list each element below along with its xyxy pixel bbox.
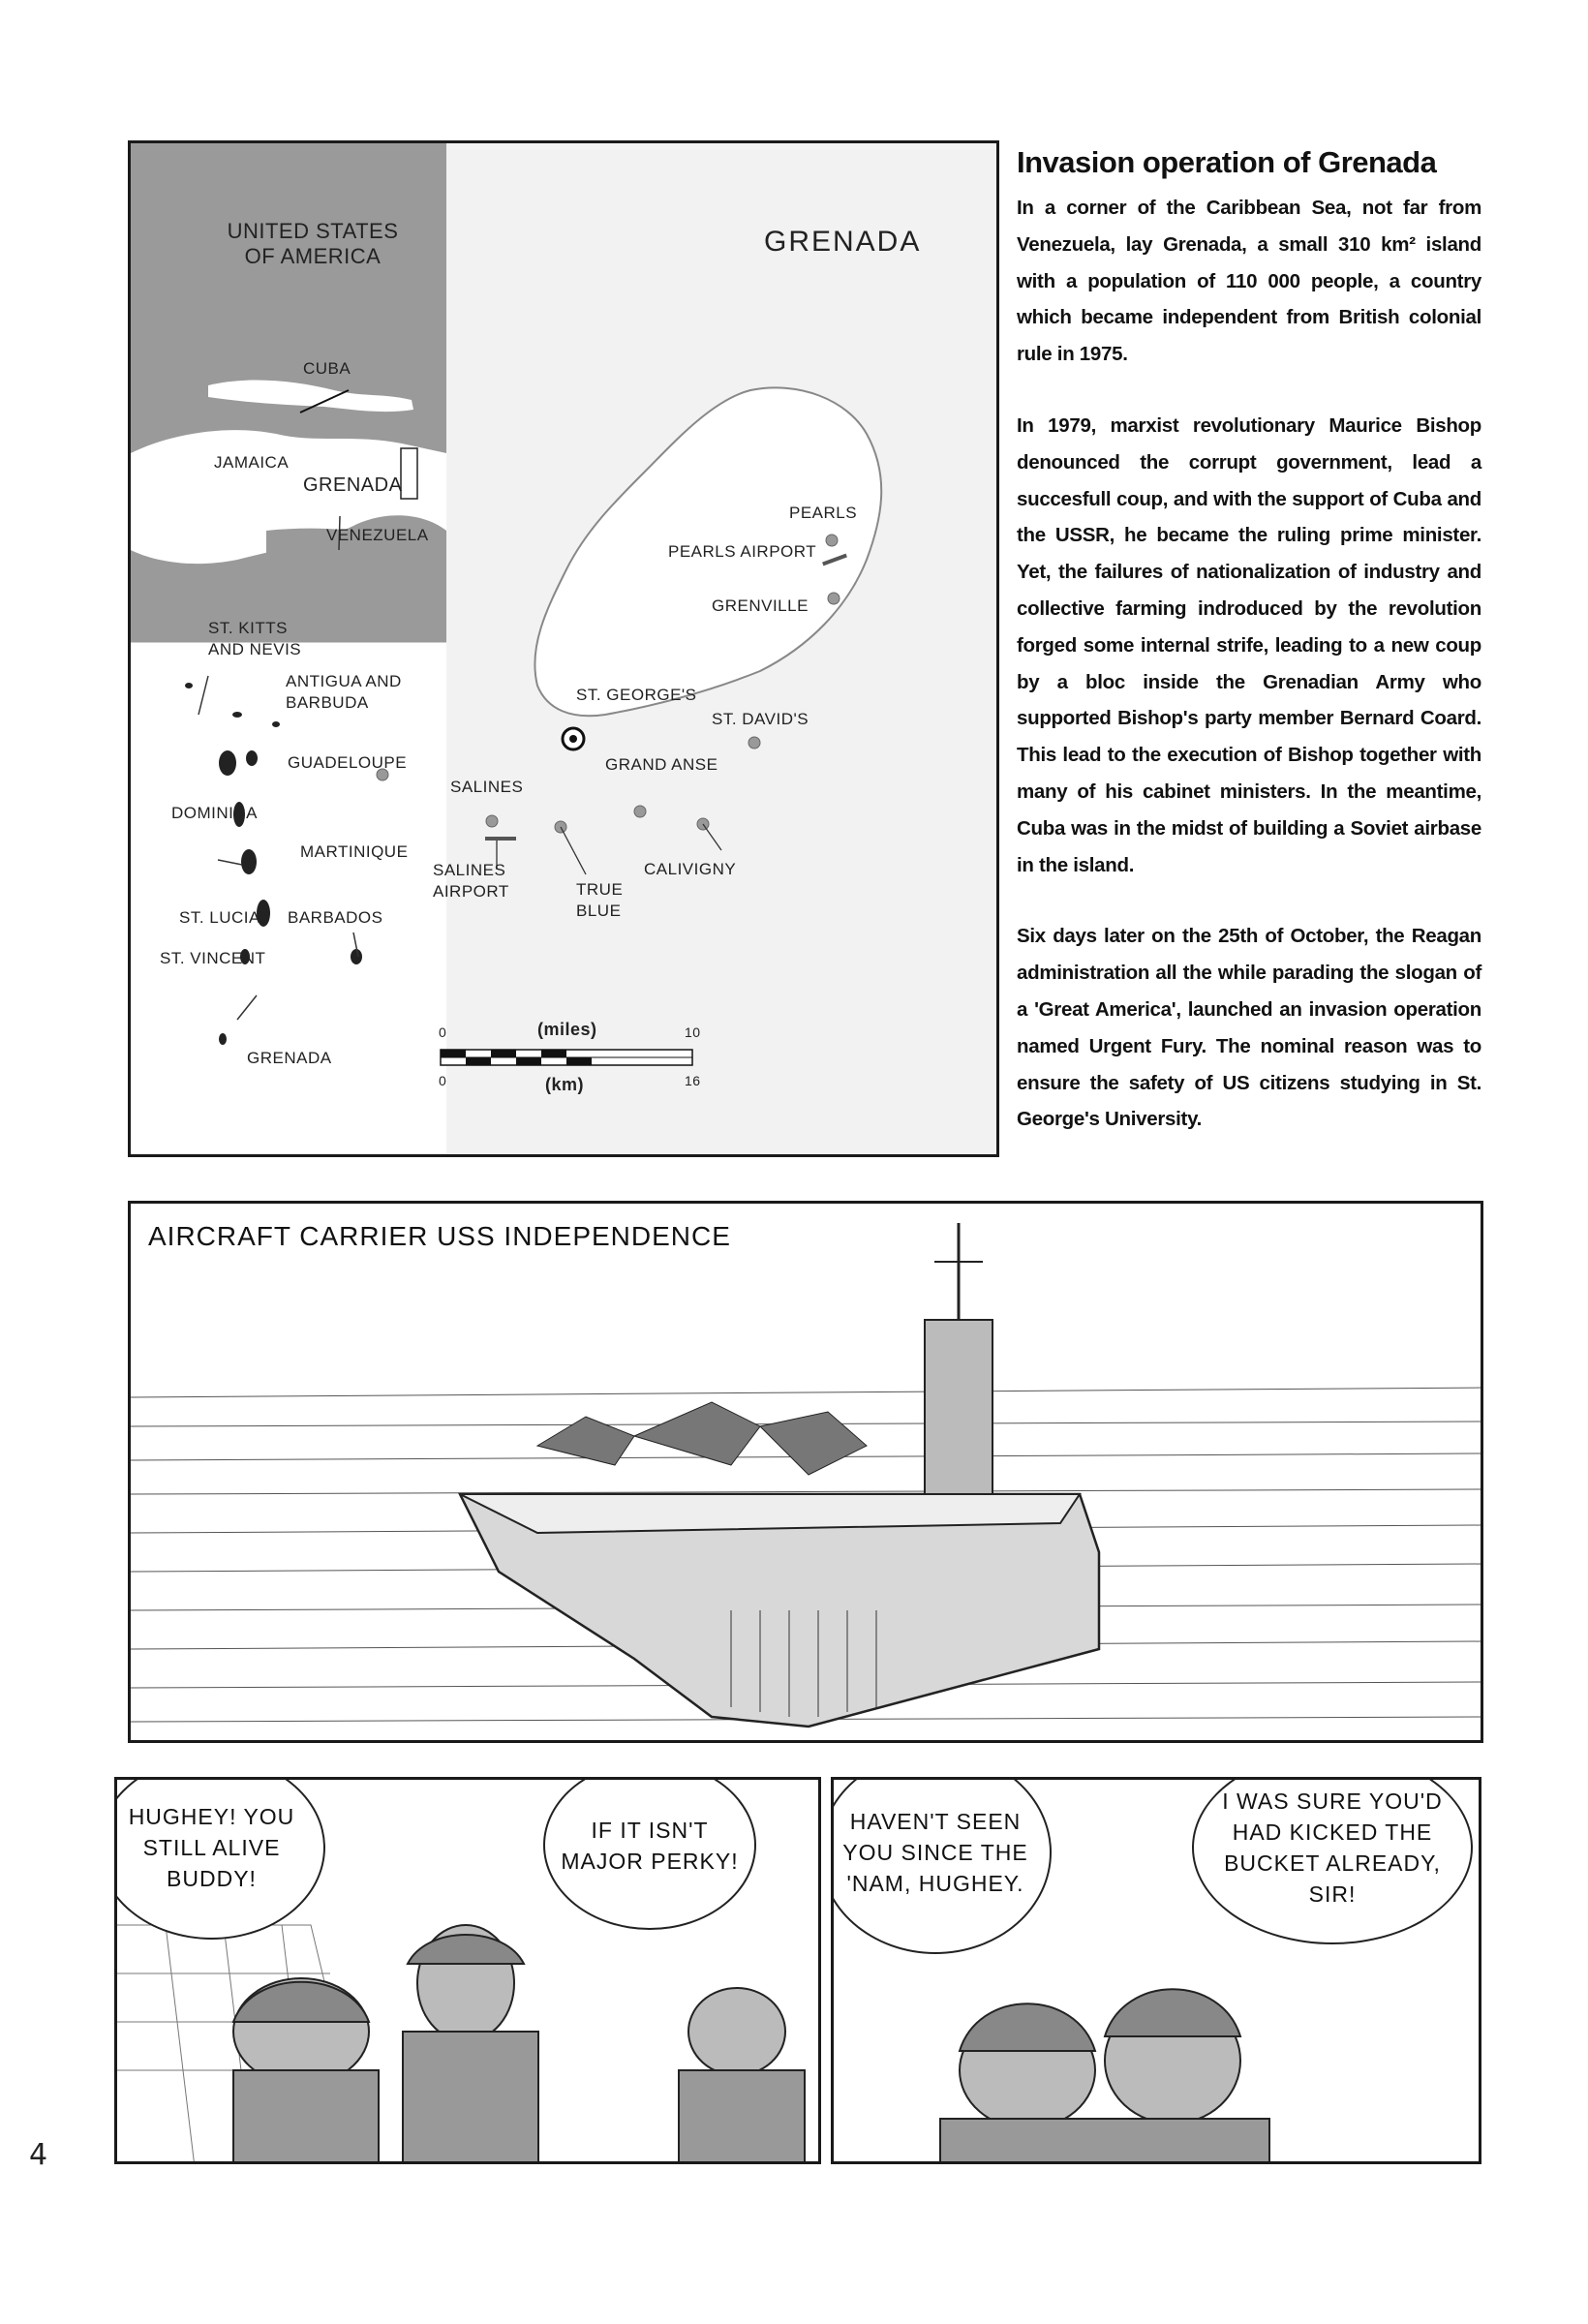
label-antigua: ANTIGUA AND BARBUDA [286, 672, 402, 712]
map-panel [128, 140, 999, 1157]
label-salines-airport: SALINES AIRPORT [433, 861, 509, 901]
label-st-vincent: ST. VINCENT [160, 949, 266, 967]
carrier-panel [128, 1201, 1483, 1743]
label-grenville: GRENVILLE [712, 596, 809, 615]
speech-bubble-3: HAVEN'T SEEN YOU SINCE THE 'NAM, HUGHEY. [831, 1777, 1052, 1954]
scale-miles-zero: 0 [439, 1024, 447, 1040]
label-grand-anse: GRAND ANSE [605, 755, 718, 774]
lesser-antilles-islands [185, 683, 362, 1045]
label-united-states: UNITED STATES OF AMERICA [227, 219, 399, 268]
carrier-illustration [131, 1204, 1483, 1743]
label-barbados: BARBADOS [288, 908, 383, 927]
label-grenada-bottom: GRENADA [247, 1049, 332, 1067]
label-st-georges: ST. GEORGE'S [576, 686, 697, 704]
scale-km-zero: 0 [439, 1073, 447, 1088]
label-calivigny: CALIVIGNY [644, 860, 737, 878]
speech-bubble-1: HUGHEY! YOU STILL ALIVE BUDDY! [114, 1777, 325, 1940]
comic-panel-left [114, 1777, 821, 2164]
page-number: 4 [29, 2138, 48, 2172]
scale-miles-label: (miles) [537, 1020, 597, 1039]
carrier-island [925, 1320, 992, 1494]
label-st-lucia: ST. LUCIA [179, 908, 260, 927]
label-dominica: DOMINICA [171, 804, 258, 822]
article-paragraph-1: In a corner of the Caribbean Sea, not far from Venezuela, lay Grenada, a small 310 km² island with a population of 110 000 people, a country which became independent from British colonial rule in 1975. [1017, 197, 1481, 366]
label-pearls: PEARLS [789, 504, 858, 522]
scale-miles-max: 10 [685, 1024, 701, 1040]
label-grenada-title: GRENADA [764, 226, 922, 258]
carrier-caption: AIRCRAFT CARRIER USS INDEPENDENCE [148, 1221, 731, 1251]
label-grenada-overview: GRENADA [303, 474, 403, 496]
label-st-kitts: ST. KITTS AND NEVIS [208, 619, 302, 658]
speech-bubble-4: I WAS SURE YOU'D HAD KICKED THE BUCKET ALREADY, SIR! [1192, 1777, 1473, 1944]
label-salines: SALINES [450, 778, 524, 796]
label-venezuela: VENEZUELA [326, 526, 429, 544]
article-title: Invasion operation of Grenada [1017, 145, 1437, 179]
label-pearls-airport: PEARLS AIRPORT [668, 542, 817, 561]
label-true-blue: TRUE BLUE [576, 880, 624, 920]
scale-km-label: (km) [545, 1075, 585, 1094]
label-martinique: MARTINIQUE [300, 842, 409, 861]
comic-panel-right [831, 1777, 1481, 2164]
article-paragraph-2: In 1979, marxist revolutionary Maurice Bishop denounced the corrupt government, lead a succesfull coup, and with the support of Cuba and the USSR, he became the ruling prime minister. Yet, the failures of nationalization of industry and collective farming indroduced by the revolution forged some internal strife, leading to a new coup by a bloc inside the Grenadian Army who supported Bishop's party member Bernard Coard. This lead to the execution of Bishop together with many of his cabinet ministers. In the meantime, Cuba was in the midst of building a Soviet airbase in the island. [1017, 413, 1481, 876]
article-paragraph-3: Six days later on the 25th of October, the Reagan administration all the while parading the slogan of a 'Great America', launched an invasion operation named Urgent Fury. The nominal reason was to ensure the safety of US citizens studying in St. George's University. [1017, 925, 1481, 1131]
speech-bubble-2: IF IT ISN'T MAJOR PERKY! [543, 1777, 756, 1930]
label-jamaica: JAMAICA [214, 453, 290, 472]
scale-km-max: 16 [685, 1073, 701, 1088]
article [1017, 145, 1481, 1173]
label-cuba: CUBA [303, 359, 351, 378]
label-guadeloupe: GUADELOUPE [288, 753, 408, 772]
scale-bar [441, 1050, 692, 1065]
label-st-davids: ST. DAVID'S [712, 710, 809, 728]
